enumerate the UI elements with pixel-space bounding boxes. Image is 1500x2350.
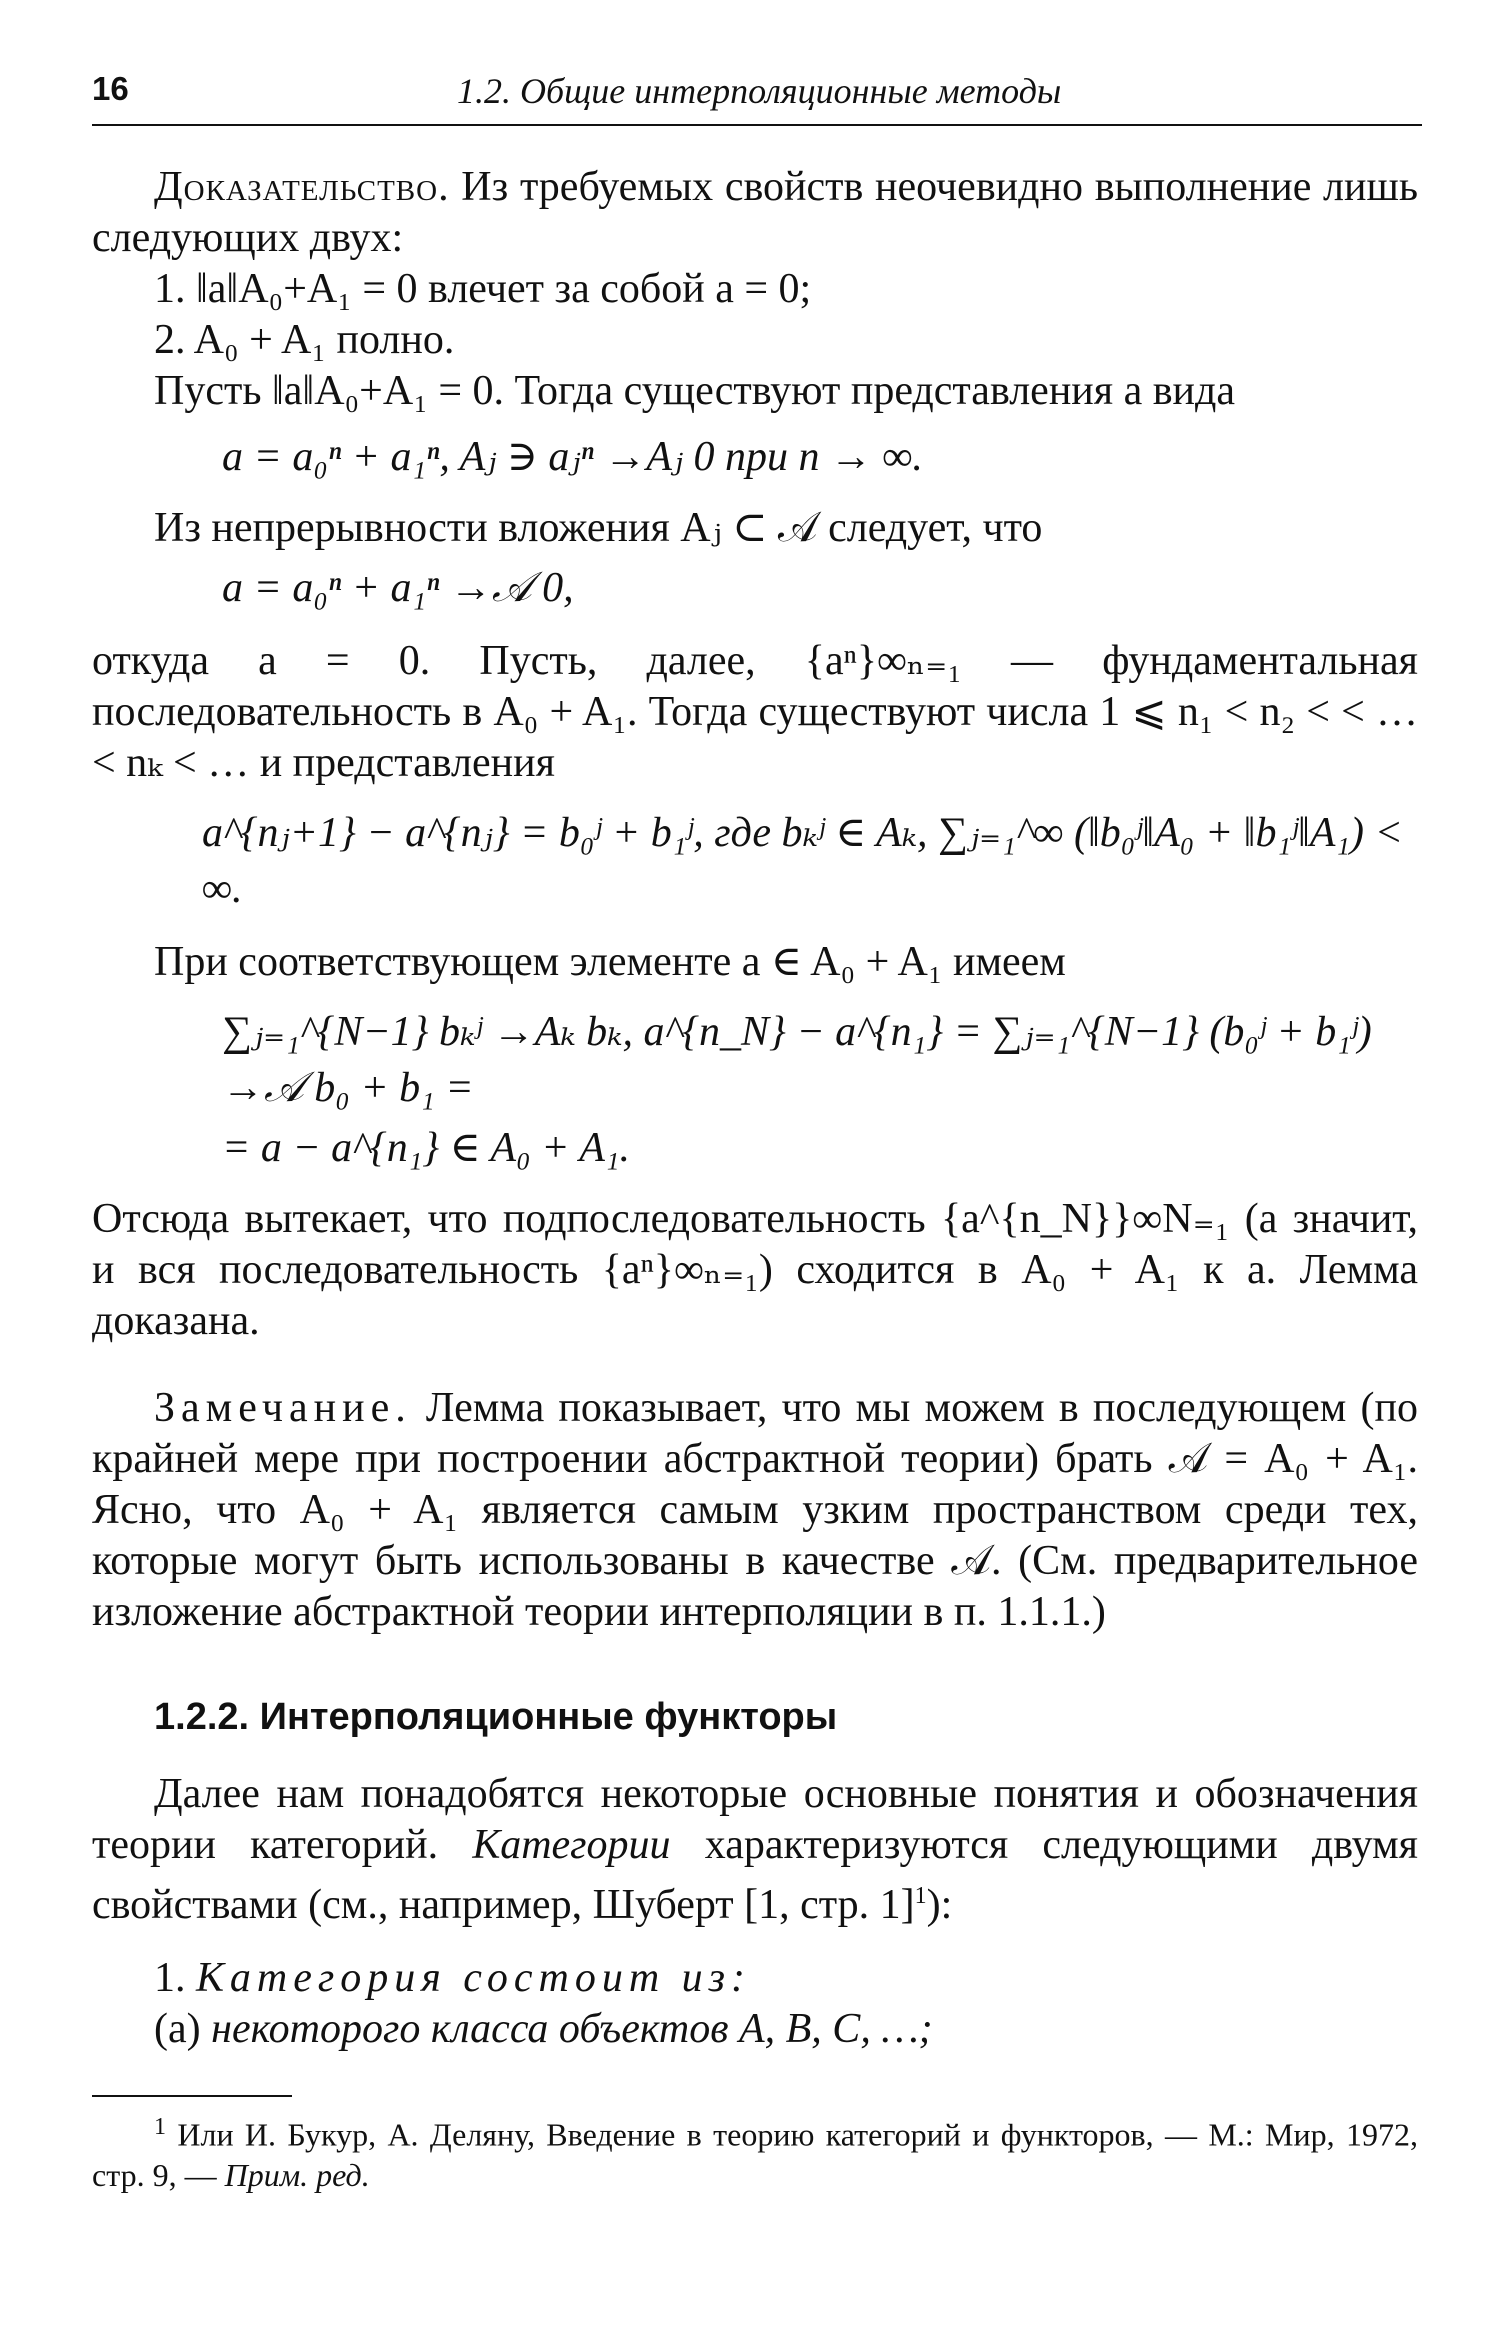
continuity-paragraph: Из непрерывности вложения Aⱼ ⊂ 𝒜 следует, что [154,505,1043,551]
category-item-1-text: Категория состоит из: [196,1955,752,2001]
element-paragraph: При соответствующем элементе a ∈ A₀ + A₁ имеем [154,939,1066,985]
page-number: 16 [92,70,129,107]
category-item-1-number: 1. [154,1955,196,2001]
footnote-body [92,2107,1418,2195]
property-item-1: 1. ‖a‖A₀+A₁ = 0 влечет за собой a = 0; [154,266,812,312]
footnote-reference: 1 [914,1883,927,1909]
running-head [92,60,1418,116]
categories-text-c: ): [926,1882,953,1928]
categories-text-a: Далее нам понадобятся некоторые основные понятия и обозначения теории категорий. [92,1771,1418,1868]
footnote-italic: Прим. ред. [224,2156,370,2193]
proof-label: Доказательство. [154,164,450,210]
remark-paragraph [92,1383,1418,1638]
proof-text: Из требуемых свойств неочевидно выполнение лишь следующих двух: [92,164,1418,261]
category-item-a-label: (a) [154,2006,212,2052]
categories-text-b: характеризуются следующими двумя свойствами (см., например, Шуберт [1, стр. 1] [92,1822,1418,1928]
property-item-2: 2. A₀ + A₁ полно. [154,317,455,363]
formula-representation: a = a₀ⁿ + a₁ⁿ, Aⱼ ∋ aⱼⁿ →Aⱼ 0 при n → ∞. [222,434,923,480]
category-item-a-text: некоторого класса объектов A, B, C, …; [211,2006,933,2052]
category-item-a [154,2004,1418,2055]
book-page [92,60,1418,2195]
hence-paragraph: Отсюда вытекает, что подпоследовательность {a^{n_N}}∞N₌₁ (а значит, и вся последовательность {aⁿ}∞ₙ₌₁) сходится в A₀ + A₁ к a. Лемма доказана. [92,1196,1418,1344]
remark-text: Лемма показывает, что мы можем в последующем (по крайней мере при построении абстрактной теории) брать 𝒜 = A₀ + A₁. Ясно, что A₀ + A₁ является самым узким пространством среди тех, которые могут быть использованы в качестве 𝒜. (См. предварительное изложение абстрактной теории интерполяции в п. 1.1.1.) [92,1385,1418,1635]
running-title: 1.2. Общие интерполяционные методы [457,71,1062,111]
categories-paragraph [92,1769,1418,1931]
formula-series: a^{nⱼ+1} − a^{nⱼ} = b₀ʲ + b₁ʲ, где bₖʲ ∈ Aₖ, ∑ⱼ₌₁^∞ (‖b₀ʲ‖A₀ + ‖b₁ʲ‖A₁) < ∞. [202,810,1403,912]
footnote-rule [92,2095,292,2097]
section-heading: 1.2.2. Интерполяционные функторы [154,1696,838,1738]
whence-paragraph: откуда a = 0. Пусть, далее, {aⁿ}∞ₙ₌₁ — фундаментальная последовательность в A₀ + A₁. Тогда существуют числа 1 ⩽ n₁ < n₂ < < … < nₖ < … и представления [92,638,1418,786]
formula-result: = a − a^{n₁} ∈ A₀ + A₁. [222,1125,631,1171]
formula-partial-sums: ∑ⱼ₌₁^{N−1} bₖʲ →Aₖ bₖ, a^{n_N} − a^{n₁} = ∑ⱼ₌₁^{N−1} (b₀ʲ + b₁ʲ) →𝒜 b₀ + b₁ = [222,1009,1372,1111]
footnote-text: Или И. Букур, А. Деляну, Введение в теорию категорий и функторов, — М.: Мир, 1972, стр. 9, — [92,2116,1418,2193]
categories-italic: Категории [472,1822,671,1868]
footnote-marker: 1 [154,2114,166,2140]
suppose-paragraph: Пусть ‖a‖A₀+A₁ = 0. Тогда существуют представления a вида [154,368,1236,414]
proof-paragraph [92,162,1418,264]
footnote [92,2107,1418,2195]
formula-convergence: a = a₀ⁿ + a₁ⁿ →𝒜 0, [222,565,574,611]
category-item-1 [154,1953,1418,2004]
remark-label: Замечание. [154,1385,412,1431]
